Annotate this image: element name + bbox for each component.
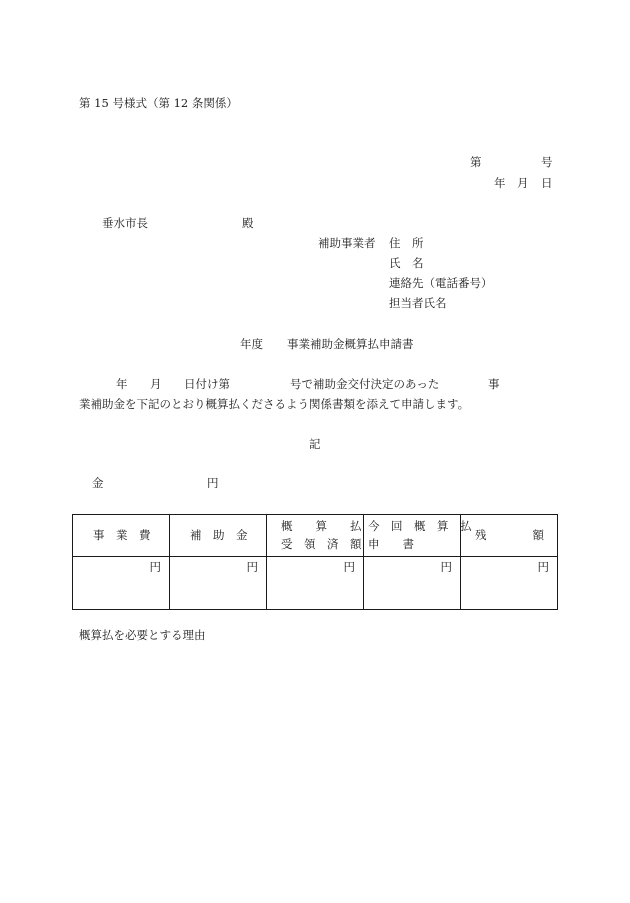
date-year: 年	[494, 176, 506, 190]
header-cell-jigyohi	[73, 515, 170, 557]
cell-juryozumi[interactable]: 円	[267, 557, 364, 610]
body-ji: 事	[488, 377, 500, 391]
applicant-name-label: 氏 名	[389, 256, 424, 270]
amount-en: 円	[207, 476, 219, 490]
reason-label: 概算払を必要とする理由	[79, 628, 206, 642]
header-gaisanbarai: 概 算 払	[281, 519, 362, 533]
header-jigyohi: 事 業 費	[93, 528, 151, 542]
header-cell-hojokin	[170, 515, 267, 557]
applicant-address-label: 住 所	[389, 236, 424, 250]
doc-number-go: 号	[541, 155, 553, 169]
header-konkai: 今 回 概 算 払	[368, 519, 472, 533]
header-hojokin: 補 助 金	[190, 528, 248, 542]
addressee-mayor: 垂水市長	[102, 216, 148, 230]
header-shinsho: 申 書	[368, 537, 414, 551]
date-month: 月	[517, 176, 529, 190]
cell-konkai[interactable]: 円	[364, 557, 461, 610]
doc-number-dai: 第	[470, 155, 482, 169]
header-zangaku: 残 額	[475, 528, 544, 542]
applicant-person-label: 担当者氏名	[389, 296, 447, 310]
cell-zangaku[interactable]: 円	[461, 557, 558, 610]
applicant-contact-label: 連絡先（電話番号）	[389, 276, 493, 290]
page-title: 事業補助金概算払申請書	[287, 337, 414, 351]
body-go-text: 号で補助金交付決定のあった	[290, 377, 440, 391]
body-line2: 業補助金を下記のとおり概算払くださるよう関係書類を添えて申請します。	[79, 397, 470, 411]
form-id: 第 15 号様式（第 12 条関係）	[79, 96, 238, 110]
header-juryozumi: 受 領 済 額	[281, 537, 362, 551]
date-day: 日	[541, 176, 553, 190]
ki-heading: 記	[309, 437, 321, 451]
cell-jigyohi[interactable]: 円	[73, 557, 170, 610]
title-fiscal-year: 年度	[240, 337, 263, 351]
body-nen: 年	[116, 377, 128, 391]
table-row	[73, 557, 558, 610]
addressee-dono: 殿	[242, 216, 254, 230]
applicant-role: 補助事業者	[318, 236, 376, 250]
header-cell-konkai	[364, 515, 472, 557]
header-cell-gaisanbarai	[267, 515, 364, 557]
amount-kin: 金	[92, 476, 104, 490]
body-hizuke: 日付け第	[184, 377, 230, 391]
table-header-row	[73, 515, 558, 557]
header-cell-zangaku	[461, 515, 558, 557]
grant-table	[72, 514, 558, 610]
body-tsuki: 月	[150, 377, 162, 391]
cell-hojokin[interactable]: 円	[170, 557, 267, 610]
